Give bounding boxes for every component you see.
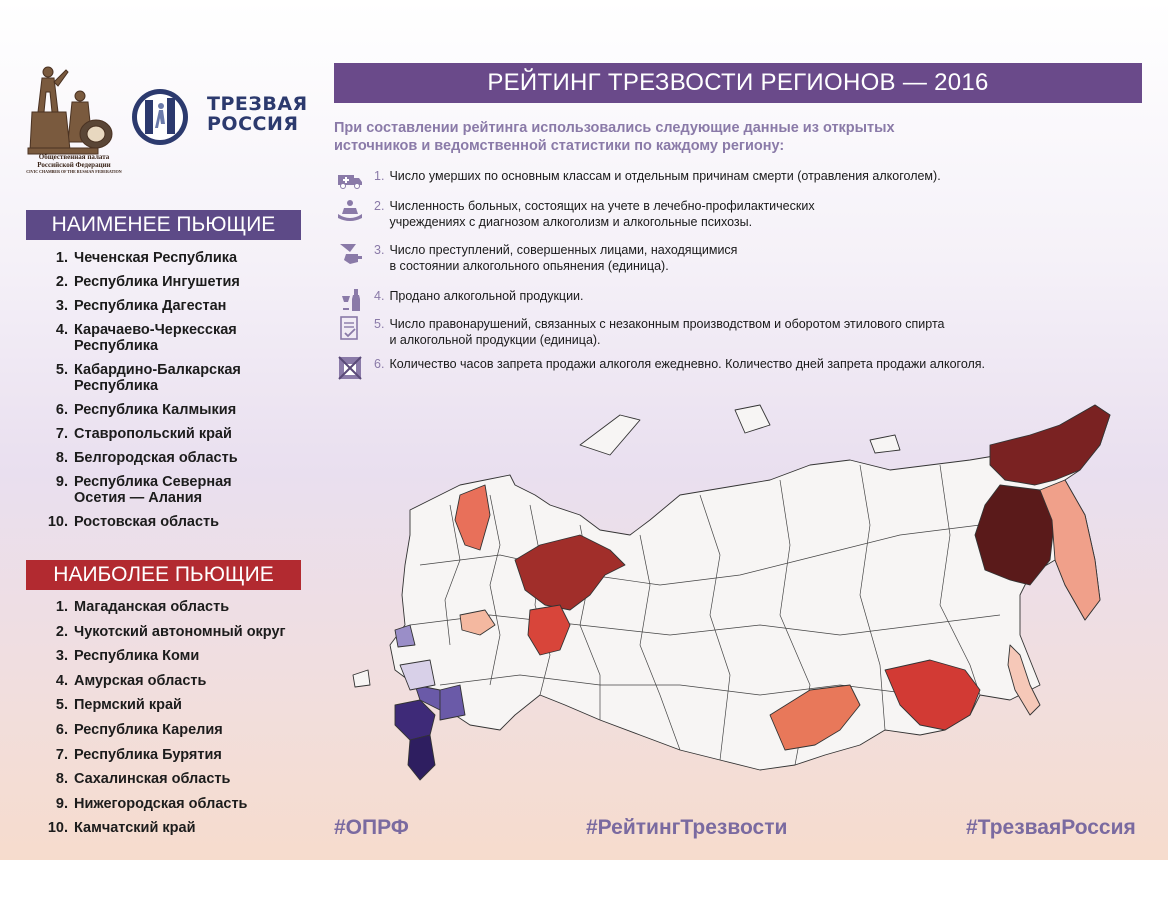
criteria-number: 3. [374,243,385,257]
region-name: Карачаево-Черкесская Республика [74,322,237,354]
map-region-north-caucasus [395,700,435,740]
region-name: Республика Дагестан [74,298,227,314]
criteria-text: Продано алкогольной продукции. [389,289,584,303]
chamber-caption-line: Общественная палата [38,153,110,161]
rank-number: 6. [55,402,68,418]
criteria-item [336,316,1136,348]
rank-number: 2. [55,623,68,640]
sober-russia-emblem-icon [131,88,189,146]
region-name: Пермский край [74,697,182,714]
hashtag-sober-russia: #ТрезваяРоссия [966,816,1136,839]
region-name: Магаданская область [74,599,230,615]
list-item [26,298,316,314]
region-name: Сахалинская область [74,771,231,788]
crime-icon [336,242,364,266]
region-name: Амурская область [74,672,207,689]
list-item [26,402,316,418]
criteria-item [336,288,1136,312]
rank-number: 5. [55,362,68,378]
map-island [735,405,770,433]
list-item [26,771,316,787]
list-item [26,514,316,530]
rank-number: 3. [55,298,68,314]
brand-line: ТРЕЗВАЯ [207,93,308,115]
russia-regions-map [340,385,1130,785]
rank-number: 3. [55,648,68,665]
criteria-number: 6. [374,357,385,371]
criteria-text: Число правонарушений, связанных с незаконным производством и оборотом этилового спирта и алкогольной продукции (единица). [389,317,945,347]
ambulance-icon [336,168,364,192]
region-name: Камчатский край [74,820,196,837]
list-item [26,747,316,763]
rank-number: 9. [55,474,68,490]
list-item [26,426,316,442]
region-name: Кабардино-Балкарская Республика [74,362,241,394]
rank-number: 9. [55,795,68,812]
most-drinking-list [26,599,316,845]
rank-number: 2. [55,274,68,290]
list-item [26,250,316,266]
list-item [26,820,316,836]
region-name: Чукотский автономный округ [74,623,286,640]
map-island [870,435,900,453]
region-name: Белгородская область [74,450,238,466]
list-item [26,673,316,689]
rank-number: 8. [55,450,68,466]
list-item [26,274,316,290]
hashtag-oprf: #ОПРФ [334,816,409,839]
bottom-margin [0,860,1168,898]
rank-number: 7. [55,426,68,442]
criteria-text: Число умерших по основным классам и отдельным причинам смерти (отравления алкоголем). [389,169,941,183]
region-name: Республика Ингушетия [74,274,240,290]
region-name: Республика Бурятия [74,746,222,763]
intro-text: При составлении рейтинга использовались следующие данные из открытых источников и ведомственной статистики по каждому региону: [334,120,895,154]
list-item [26,450,316,466]
criteria-number: 1. [374,169,385,183]
region-name: Республика Калмыкия [74,402,237,418]
rank-number: 10. [47,820,68,837]
region-name: Чеченская Республика [74,250,238,266]
chamber-caption-line: CIVIC CHAMBER OF THE RUSSIAN FEDERATION [26,169,122,174]
least-drinking-list [26,250,316,538]
map-region-kalmykia [440,685,465,720]
bottle-glass-icon [336,288,364,312]
chamber-caption-line: Российской Федерации [37,161,111,169]
criteria-text: Число преступлений, совершенных лицами, находящимися в состоянии алкогольного опьянения (единица). [389,243,738,273]
rank-number: 5. [55,697,68,714]
rank-number: 10. [47,514,68,530]
most-drinking-header: НАИБОЛЕЕ ПЬЮЩИЕ [26,560,301,590]
rank-number: 4. [55,672,68,689]
patient-care-icon [336,198,364,222]
list-item [26,322,266,354]
map-region-dagestan [408,735,435,780]
criteria-number: 5. [374,317,385,331]
criteria-item [336,198,1136,230]
least-drinking-header: НАИМЕНЕЕ ПЬЮЩИЕ [26,210,301,240]
map-island [353,670,370,687]
criteria-number: 4. [374,289,385,303]
region-name: Нижегородская область [74,795,248,812]
list-item [26,362,266,394]
region-name: Ростовская область [74,514,220,530]
sober-russia-wordmark [207,94,308,134]
list-item [26,697,316,713]
document-check-icon [336,316,364,340]
criteria-text: Численность больных, состоящих на учете в лечебно-профилактических учреждениях с диагнозом алкоголизм и алкогольные психозы. [389,199,815,229]
list-item [26,474,256,506]
region-name: Республика Северная Осетия — Алания [74,474,232,506]
list-item [26,648,316,664]
map-region-chukotka [990,405,1110,485]
map-island [580,415,640,455]
hashtag-rating: #РейтингТрезвости [586,816,788,839]
rank-number: 6. [55,721,68,738]
criteria-item [336,242,1136,274]
no-sale-icon [336,356,364,380]
region-name: Республика Коми [74,648,200,665]
criteria-text: Количество часов запрета продажи алкоголя ежедневно. Количество дней запрета продажи алкоголя. [389,357,986,371]
rank-number: 8. [55,771,68,788]
list-item [26,796,316,812]
criteria-item [336,356,1136,380]
brand-line: РОССИЯ [207,113,299,135]
region-name: Ставропольский край [74,426,232,442]
region-name: Республика Карелия [74,721,223,738]
list-item [26,722,316,738]
rank-number: 1. [55,599,68,615]
criteria-number: 2. [374,199,385,213]
civic-chamber-caption [26,153,122,174]
map-region-rostov [400,660,435,690]
list-item [26,624,316,640]
rank-number: 7. [55,746,68,763]
rank-number: 4. [55,322,68,338]
page-title: РЕЙТИНГ ТРЕЗВОСТИ РЕГИОНОВ — 2016 [334,63,1142,103]
rank-number: 1. [55,250,68,266]
list-item [26,599,316,615]
criteria-item [336,168,1136,192]
